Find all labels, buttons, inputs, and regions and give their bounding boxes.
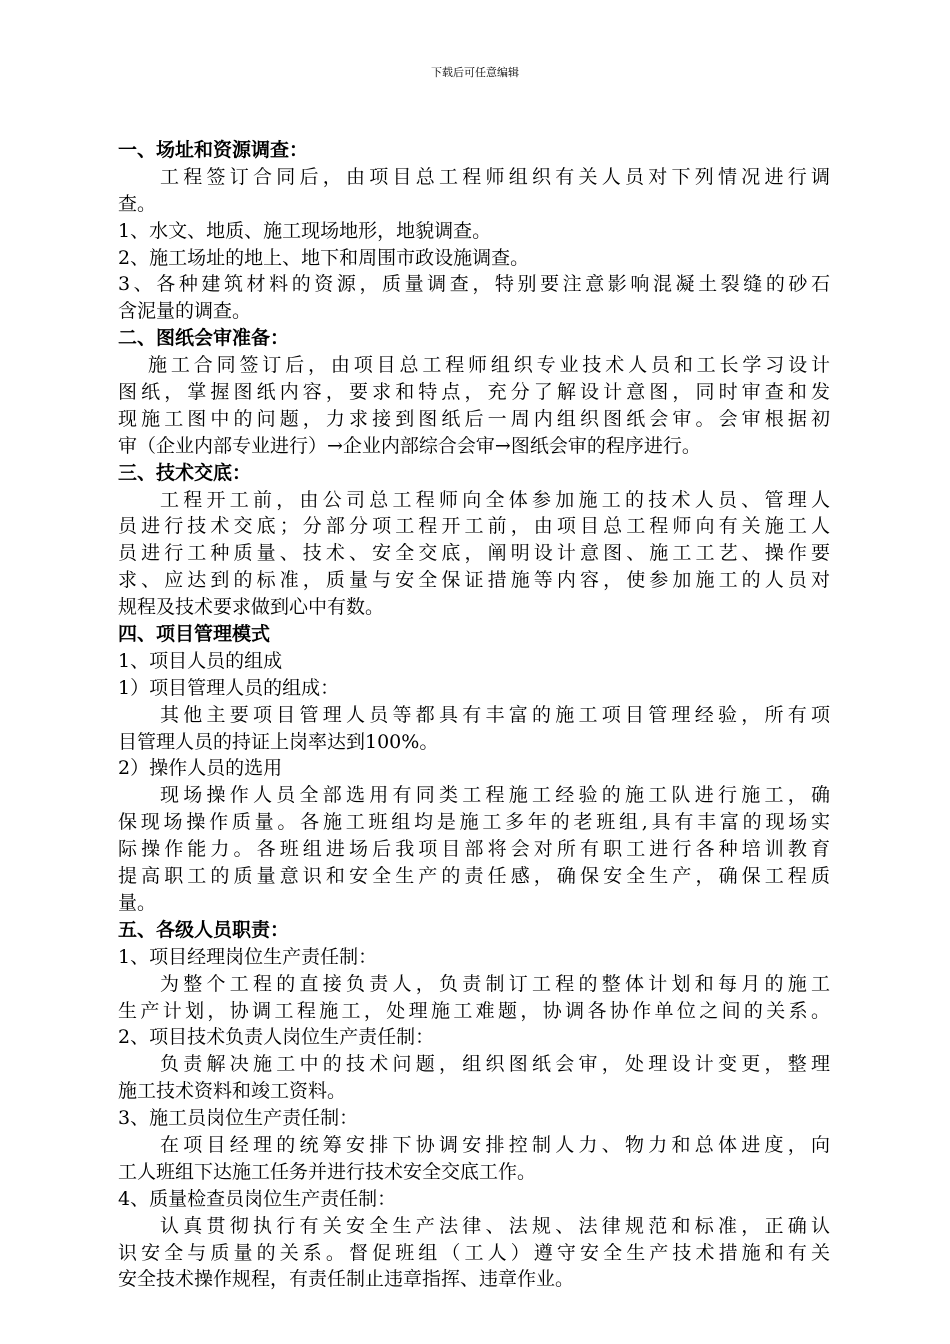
list-item: 1、水文、地质、施工现场地形，地貌调查。 (118, 219, 492, 242)
paragraph-line: 在项目经理的统筹安排下协调安排控制人力、物力和总体进度，向 (160, 1133, 830, 1156)
paragraph-line: 保现场操作质量。各施工班组均是施工多年的老班组,具有丰富的现场实 (118, 811, 830, 834)
sub-heading: 2、项目技术负责人岗位生产责任制： (118, 1026, 435, 1049)
paragraph-line: 提高职工的质量意识和安全生产的责任感，确保安全生产，确保工程质 (118, 865, 830, 888)
paragraph-line: 规程及技术要求做到心中有数。 (118, 596, 385, 619)
paragraph-line: 现施工图中的问题，力求接到图纸后一周内组织图纸会审。会审根据初 (118, 407, 830, 430)
paragraph-line: 工人班组下达施工任务并进行技术安全交底工作。 (118, 1160, 537, 1183)
paragraph-line: 负责解决施工中的技术问题，组织图纸会审，处理设计变更，整理 (160, 1053, 830, 1076)
paragraph-line: 求、应达到的标准，质量与安全保证措施等内容，使参加施工的人员对 (118, 569, 830, 592)
paragraph-line: 际操作能力。各班组进场后我项目部将会对所有职工进行各种培训教育 (118, 838, 830, 861)
paragraph-line: 查。 (118, 192, 157, 215)
sub-heading: 1、项目经理岗位生产责任制： (118, 945, 378, 968)
section-heading-5: 五、各级人员职责： (118, 918, 290, 941)
paragraph-line: 员进行技术交底；分部分项工程开工前，由项目总工程师向有关施工人 (118, 515, 830, 538)
paragraph-line: 认真贯彻执行有关安全生产法律、法规、法律规范和标准，正确认 (160, 1214, 830, 1237)
section-heading-4: 四、项目管理模式 (118, 623, 271, 646)
paragraph-line: 目管理人员的持证上岗率达到100%。 (118, 730, 439, 753)
paragraph-line: 生产计划，协调工程施工，处理施工难题，协调各协作单位之间的关系。 (118, 999, 830, 1022)
paragraph-line: 图纸，掌握图纸内容，要求和特点，充分了解设计意图，同时审查和发 (118, 381, 830, 404)
section-heading-1: 一、场址和资源调查： (118, 139, 309, 161)
paragraph-line: 安全技术操作规程，有责任制止违章指挥、违章作业。 (118, 1268, 575, 1291)
list-item: 3、各种建筑材料的资源，质量调查，特别要注意影响混凝土裂缝的砂石 (118, 273, 830, 296)
paragraph-line: 工程签订合同后，由项目总工程师组织有关人员对下列情况进行调 (160, 165, 830, 188)
paragraph-line: 施工技术资料和竣工资料。 (118, 1080, 347, 1103)
paragraph-line: 量。 (118, 891, 157, 914)
section-heading-3: 三、技术交底： (118, 461, 252, 484)
sub-heading: 1）项目管理人员的组成： (118, 676, 340, 699)
paragraph-line: 施工合同签订后，由项目总工程师组织专业技术人员和工长学习设计 (148, 354, 830, 377)
paragraph-line: 其他主要项目管理人员等都具有丰富的施工项目管理经验，所有项 (160, 703, 830, 726)
paragraph-line: 含泥量的调查。 (118, 300, 252, 323)
page-header: 下载后可任意编辑 (431, 66, 519, 79)
paragraph-line: 审（企业内部专业进行）→企业内部综合会审→图纸会审的程序进行。 (118, 434, 701, 457)
sub-heading: 4、质量检查员岗位生产责任制： (118, 1187, 397, 1210)
document-body (118, 137, 830, 1293)
sub-heading: 3、施工员岗位生产责任制： (118, 1107, 359, 1130)
sub-heading: 1、项目人员的组成 (118, 649, 283, 672)
paragraph-line: 现场操作人员全部选用有同类工程施工经验的施工队进行施工，确 (160, 784, 830, 807)
paragraph-line: 员进行工种质量、技术、安全交底，阐明设计意图、施工工艺、操作要 (118, 542, 830, 565)
paragraph-line: 识安全与质量的关系。督促班组（工人）遵守安全生产技术措施和有关 (118, 1241, 830, 1264)
paragraph-line: 为整个工程的直接负责人，负责制订工程的整体计划和每月的施工 (160, 972, 830, 995)
list-item: 2、施工场址的地上、地下和周围市政设施调查。 (118, 246, 530, 269)
paragraph-line: 工程开工前，由公司总工程师向全体参加施工的技术人员、管理人 (160, 488, 830, 511)
section-heading-2: 二、图纸会审准备： (118, 327, 290, 350)
sub-heading: 2）操作人员的选用 (118, 757, 283, 780)
